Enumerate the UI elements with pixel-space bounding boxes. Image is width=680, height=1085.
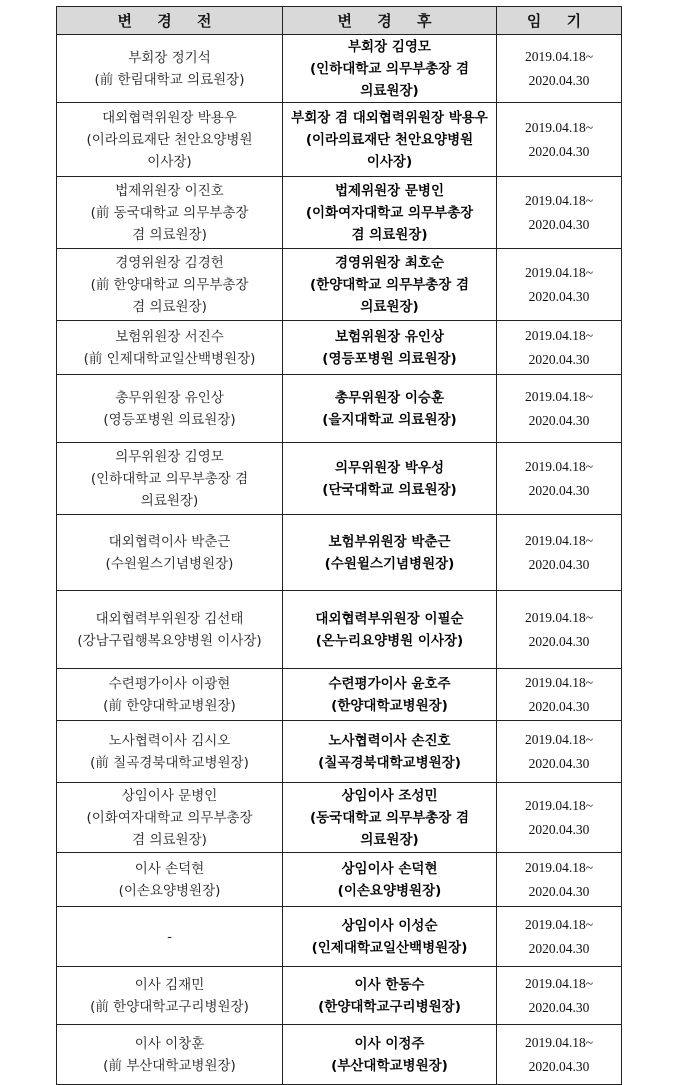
after-cell-line: 겸 의료원장) — [351, 226, 428, 243]
term-start: 2019.04.18~ — [524, 327, 594, 343]
before-cell-line: 의무위원장 김영모 — [115, 448, 224, 465]
before-cell-line: 이사장) — [147, 153, 192, 170]
term-end: 2020.04.30 — [528, 72, 590, 88]
before-cell — [57, 907, 283, 967]
before-cell-line: 상임이사 문병인 — [121, 787, 218, 804]
term-start: 2019.04.18~ — [524, 388, 594, 404]
term-end: 2020.04.30 — [528, 1058, 590, 1074]
after-cell-line: (이손요양병원장) — [337, 882, 442, 899]
before-cell-line: (前 한림대학교 의료원장) — [94, 71, 245, 88]
term-start: 2019.04.18~ — [524, 859, 594, 875]
term-end: 2020.04.30 — [528, 412, 590, 428]
term-start: 2019.04.18~ — [524, 1034, 594, 1050]
after-cell-line: 수련평가이사 윤호주 — [328, 675, 451, 692]
before-cell-line: (이화여자대학교 의무부총장 — [86, 809, 253, 826]
before-cell-line: (前 한양대학교 의무부총장 — [90, 276, 249, 293]
before-cell-line: 총무위원장 유인상 — [115, 389, 224, 406]
before-cell-line: (前 칠곡경북대학교병원장) — [90, 754, 249, 771]
after-cell — [283, 669, 497, 721]
header-before: 변 경 전 — [57, 7, 283, 35]
after-cell — [283, 783, 497, 853]
appointment-change-table — [56, 6, 621, 1085]
before-cell — [57, 103, 283, 177]
term-end: 2020.04.30 — [528, 821, 590, 837]
table-row — [57, 907, 622, 967]
term-cell — [497, 907, 622, 967]
after-cell-line: 법제위원장 문병인 — [334, 182, 445, 199]
table — [56, 6, 622, 1085]
before-cell-line: (강남구립행복요양병원 이사장) — [77, 632, 262, 649]
term-cell — [497, 591, 622, 669]
term-cell — [497, 515, 622, 591]
after-cell-line: 이사장) — [366, 153, 413, 170]
table-row — [57, 249, 622, 321]
before-cell — [57, 321, 283, 375]
term-start: 2019.04.18~ — [524, 192, 594, 208]
header-row — [57, 7, 622, 35]
term-cell — [497, 967, 622, 1025]
header-after: 변 경 후 — [283, 7, 497, 35]
table-row — [57, 669, 622, 721]
term-end: 2020.04.30 — [528, 482, 590, 498]
table-row — [57, 1025, 622, 1085]
term-end: 2020.04.30 — [528, 755, 590, 771]
after-cell-line: 상임이사 조성민 — [341, 787, 438, 804]
after-cell — [283, 967, 497, 1025]
before-cell-line: 이사 손덕현 — [134, 860, 205, 877]
table-row — [57, 783, 622, 853]
before-cell — [57, 669, 283, 721]
after-cell-line: (을지대학교 의료원장) — [322, 411, 457, 428]
after-cell — [283, 591, 497, 669]
term-end: 2020.04.30 — [528, 940, 590, 956]
term-end: 2020.04.30 — [528, 351, 590, 367]
term-start: 2019.04.18~ — [524, 975, 594, 991]
term-end: 2020.04.30 — [528, 633, 590, 649]
after-cell-line: (온누리요양병원 이사장) — [315, 632, 464, 649]
term-cell — [497, 321, 622, 375]
header-term: 임 기 — [497, 7, 622, 35]
before-cell-line: 대외협력이사 박춘근 — [108, 533, 231, 550]
term-start: 2019.04.18~ — [524, 264, 594, 280]
after-cell-line: (인제대학교일산백병원장) — [311, 939, 468, 956]
before-cell-line: (인하대학교 의무부총장 겸 — [90, 470, 249, 487]
after-cell-line: 의무위원장 박우성 — [334, 459, 445, 476]
after-cell — [283, 35, 497, 103]
after-cell-line: 보험위원장 유인상 — [334, 328, 445, 345]
term-start: 2019.04.18~ — [524, 674, 594, 690]
before-cell-line: - — [167, 928, 172, 945]
before-cell-line: 부회장 정기석 — [128, 49, 211, 66]
after-cell-line: 부회장 김영모 — [348, 38, 431, 55]
before-cell-line: (前 부산대학교병원장) — [103, 1057, 236, 1074]
after-cell — [283, 443, 497, 515]
term-cell — [497, 177, 622, 249]
before-cell-line: 수련평가이사 이광현 — [108, 675, 231, 692]
before-cell — [57, 721, 283, 783]
after-cell-line: (한양대학교구리병원장) — [318, 998, 461, 1015]
term-cell — [497, 853, 622, 907]
after-cell — [283, 103, 497, 177]
before-cell — [57, 1025, 283, 1085]
before-cell — [57, 35, 283, 103]
table-body — [57, 35, 622, 1085]
after-cell-line: (인하대학교 의무부총장 겸 — [309, 60, 470, 77]
term-cell — [497, 669, 622, 721]
before-cell-line: (수원윌스기념병원장) — [105, 555, 234, 572]
term-cell — [497, 443, 622, 515]
after-cell — [283, 321, 497, 375]
term-start: 2019.04.18~ — [524, 797, 594, 813]
before-cell — [57, 443, 283, 515]
before-cell-line: 이사 김재민 — [134, 976, 205, 993]
after-cell-line: (수원윌스기념병원장) — [324, 555, 455, 572]
before-cell-line: 노사협력이사 김시오 — [108, 732, 231, 749]
table-row — [57, 721, 622, 783]
after-cell — [283, 375, 497, 443]
after-cell-line: 의료원장) — [360, 831, 419, 848]
term-start: 2019.04.18~ — [524, 916, 594, 932]
term-cell — [497, 35, 622, 103]
before-cell — [57, 853, 283, 907]
after-cell-line: 부회장 겸 대외협력위원장 박용우 — [291, 109, 488, 126]
after-cell — [283, 515, 497, 591]
term-cell — [497, 783, 622, 853]
after-cell-line: 총무위원장 이승훈 — [334, 389, 445, 406]
before-cell-line: 겸 의료원장) — [132, 298, 207, 315]
term-cell — [497, 375, 622, 443]
before-cell-line: (前 인제대학교일산백병원장) — [83, 350, 256, 367]
after-cell-line: 이사 한동수 — [354, 976, 425, 993]
after-cell-line: (칠곡경북대학교병원장) — [318, 754, 461, 771]
before-cell — [57, 515, 283, 591]
after-cell-line: (동국대학교 의무부총장 겸 — [309, 809, 470, 826]
table-row — [57, 967, 622, 1025]
after-cell — [283, 853, 497, 907]
after-cell-line: 의료원장) — [360, 82, 419, 99]
term-cell — [497, 721, 622, 783]
after-cell-line: (단국대학교 의료원장) — [322, 481, 457, 498]
before-cell-line: (이라의료재단 천안요양병원 — [86, 131, 253, 148]
before-cell-line: 이사 이창훈 — [134, 1035, 205, 1052]
table-row — [57, 443, 622, 515]
table-row — [57, 321, 622, 375]
before-cell — [57, 783, 283, 853]
table-row — [57, 591, 622, 669]
after-cell-line: (영등포병원 의료원장) — [322, 350, 457, 367]
term-end: 2020.04.30 — [528, 143, 590, 159]
before-cell-line: 대외협력위원장 박용우 — [102, 109, 237, 126]
term-cell — [497, 103, 622, 177]
after-cell — [283, 177, 497, 249]
after-cell — [283, 721, 497, 783]
after-cell-line: 대외협력부위원장 이필순 — [315, 610, 464, 627]
before-cell — [57, 249, 283, 321]
before-cell-line: 경영위원장 김경헌 — [115, 254, 224, 271]
after-cell — [283, 1025, 497, 1085]
term-end: 2020.04.30 — [528, 883, 590, 899]
before-cell-line: 보험위원장 서진수 — [115, 328, 224, 345]
before-cell-line: 겸 의료원장) — [132, 831, 207, 848]
table-row — [57, 853, 622, 907]
term-start: 2019.04.18~ — [524, 458, 594, 474]
term-start: 2019.04.18~ — [524, 609, 594, 625]
term-end: 2020.04.30 — [528, 556, 590, 572]
table-row — [57, 103, 622, 177]
after-cell-line: 상임이사 이성순 — [341, 917, 438, 934]
before-cell-line: 겸 의료원장) — [132, 226, 207, 243]
before-cell — [57, 591, 283, 669]
before-cell-line: (이손요양병원장) — [118, 882, 221, 899]
before-cell-line: 법제위원장 이진호 — [115, 182, 224, 199]
term-start: 2019.04.18~ — [524, 532, 594, 548]
before-cell-line: (前 한양대학교병원장) — [103, 697, 236, 714]
after-cell-line: (한양대학교병원장) — [331, 697, 448, 714]
after-cell-line: (이라의료재단 천안요양병원 — [305, 131, 474, 148]
table-row — [57, 515, 622, 591]
before-cell-line: (前 동국대학교 의무부총장 — [90, 204, 249, 221]
after-cell-line: 보험부위원장 박춘근 — [328, 533, 451, 550]
before-cell — [57, 967, 283, 1025]
after-cell-line: 의료원장) — [360, 298, 419, 315]
table-row — [57, 177, 622, 249]
term-end: 2020.04.30 — [528, 999, 590, 1015]
before-cell — [57, 375, 283, 443]
before-cell-line: (영등포병원 의료원장) — [103, 411, 236, 428]
before-cell-line: 의료원장) — [140, 492, 199, 509]
term-cell — [497, 1025, 622, 1085]
after-cell — [283, 907, 497, 967]
term-cell — [497, 249, 622, 321]
after-cell-line: 상임이사 손덕현 — [341, 860, 438, 877]
term-start: 2019.04.18~ — [524, 48, 594, 64]
after-cell-line: (한양대학교 의무부총장 겸 — [309, 276, 470, 293]
after-cell-line: 노사협력이사 손진호 — [328, 732, 451, 749]
after-cell — [283, 249, 497, 321]
before-cell — [57, 177, 283, 249]
term-end: 2020.04.30 — [528, 216, 590, 232]
after-cell-line: 이사 이정주 — [354, 1035, 425, 1052]
after-cell-line: (부산대학교병원장) — [331, 1057, 448, 1074]
term-end: 2020.04.30 — [528, 288, 590, 304]
term-start: 2019.04.18~ — [524, 119, 594, 135]
after-cell-line: (이화여자대학교 의무부총장 — [305, 204, 474, 221]
after-cell-line: 경영위원장 최호순 — [334, 254, 445, 271]
table-row — [57, 35, 622, 103]
before-cell-line: 대외협력부위원장 김선태 — [95, 610, 244, 627]
term-start: 2019.04.18~ — [524, 731, 594, 747]
before-cell-line: (前 한양대학교구리병원장) — [90, 998, 249, 1015]
table-row — [57, 375, 622, 443]
term-end: 2020.04.30 — [528, 698, 590, 714]
